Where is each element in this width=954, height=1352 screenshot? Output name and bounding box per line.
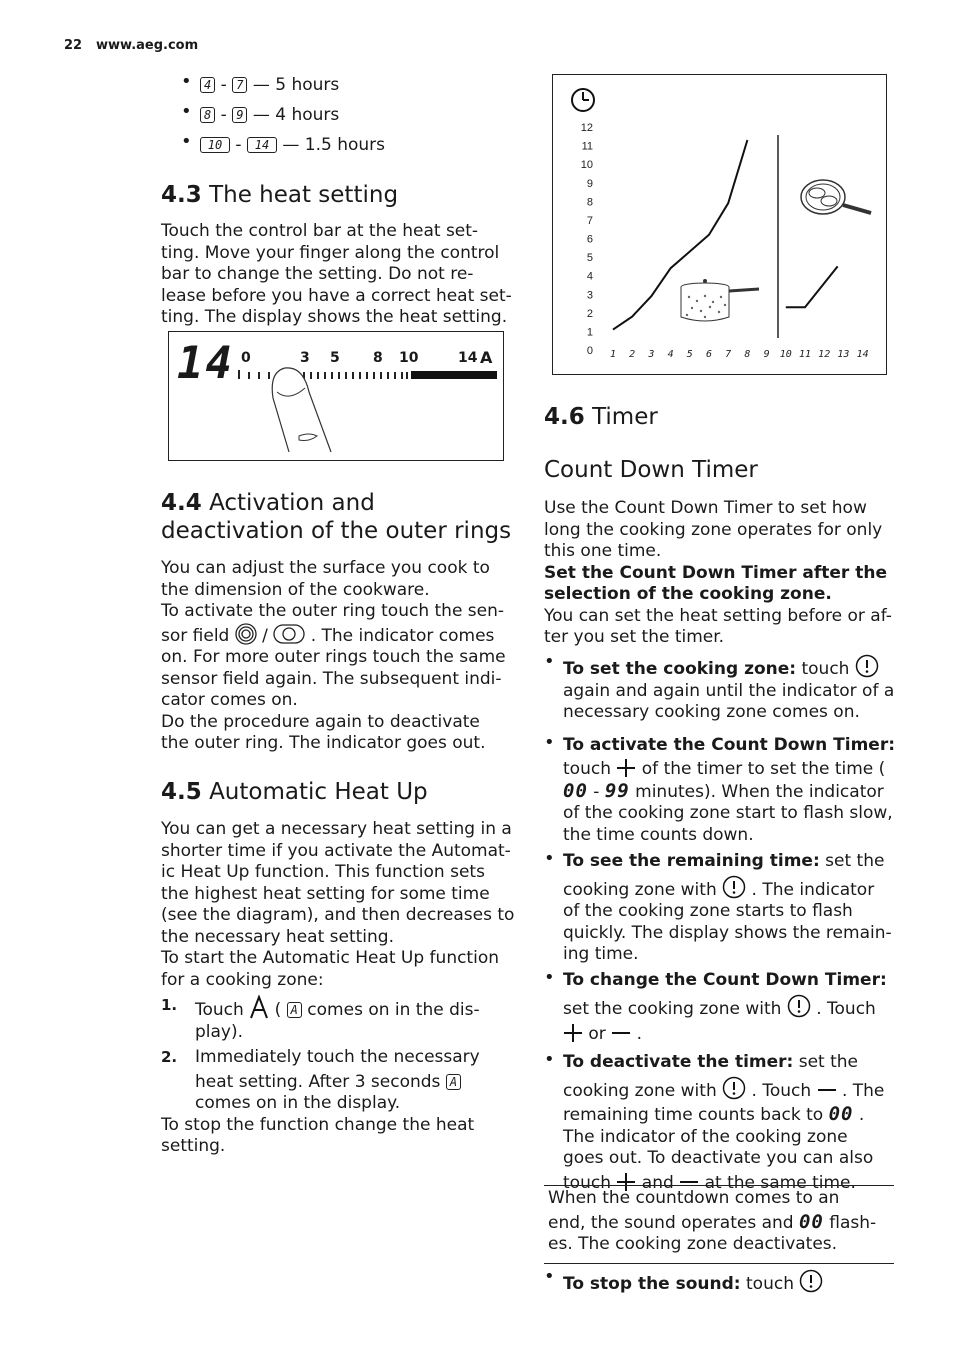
list-item: • To change the Count Down Timer: set the cooking zone with . Touch or . bbox=[544, 966, 887, 1044]
section-heading: 4.4 Activation and deactivation of the outer rings bbox=[161, 490, 512, 544]
paragraph: You can get a necessary heat setting in a shorter time if you activate the Automat- ic Heat Up function. This function sets the highest heat setting for some time (see the diagram), and then decreases to the necessary heat setting. To start the Automatic Heat Up function for a cooking zone: bbox=[161, 819, 515, 990]
timer-icon bbox=[722, 875, 746, 899]
outer-ring-sensor-icon bbox=[235, 623, 257, 645]
timer-icon bbox=[855, 654, 879, 678]
x-tick-label: 2 bbox=[629, 349, 636, 360]
timer-icon bbox=[722, 1076, 746, 1100]
seg-digit: 9 bbox=[232, 107, 247, 123]
list-item: 1. Touch ( A comes on in the dis- play). bbox=[161, 996, 480, 1042]
page-url: www.aeg.com bbox=[96, 38, 199, 53]
timer-icon bbox=[787, 994, 811, 1018]
list-item: • To deactivate the timer: set the cooking zone with . Touch . The remaining time counts back to 00 . The indicator of the cooking zone goes out. To deactivate you can also touch and at the same time. bbox=[544, 1049, 885, 1193]
y-tick-label: 12 bbox=[580, 122, 593, 134]
y-tick-label: 5 bbox=[586, 252, 593, 265]
y-tick-label: 0 bbox=[586, 345, 593, 357]
finger-icon bbox=[272, 368, 331, 452]
seg-digit: 14 bbox=[247, 137, 277, 153]
steps-list: 1. Touch ( A comes on in the dis- play). 2. Immediately touch the necessary heat setting. After 3 seconds A comes on in the display. To stop the function change the heat setting. bbox=[161, 995, 521, 1158]
y-tick-label: 6 bbox=[586, 233, 593, 246]
list-item: • To stop the sound: touch bbox=[544, 1269, 823, 1296]
x-tick-label: 9 bbox=[763, 349, 770, 360]
list-item: 2. Immediately touch the necessary heat setting. After 3 seconds A comes on in the display. bbox=[161, 1047, 480, 1113]
note-box: When the countdown comes to an end, the sound operates and 00 flash- es. The cooking zone deactivates. bbox=[544, 1185, 894, 1264]
display-digits: 00 bbox=[828, 1103, 854, 1125]
list-item: • To see the remaining time: set the cooking zone with . The indicator of the cooking zone starts to flash quickly. The display shows the remain- ing time. bbox=[544, 848, 892, 964]
heat-up-chart bbox=[552, 74, 887, 375]
minus-icon bbox=[611, 1023, 631, 1043]
display-digits: 00 bbox=[563, 779, 588, 802]
seg-digit: A bbox=[446, 1074, 461, 1090]
seg-digit: 7 bbox=[232, 77, 247, 93]
control-bar-ticks bbox=[169, 332, 503, 460]
pot-icon bbox=[681, 279, 759, 321]
auto-heat-a-icon bbox=[249, 995, 269, 1019]
y-tick-label: 10 bbox=[580, 159, 593, 172]
y-tick-label: 9 bbox=[586, 177, 593, 190]
paragraph: Touch the control bar at the heat set- ting. Move your finger along the control bar to change the setting. Do not re- lease before you have a correct heat set- ting. The display shows the heat setting. bbox=[161, 221, 512, 327]
section-heading: 4.6 Timer bbox=[544, 404, 658, 430]
scale-labels: 0 3 5 8 10 14 A bbox=[241, 348, 493, 367]
y-tick-label: 2 bbox=[586, 307, 593, 320]
x-tick-label: 6 bbox=[705, 349, 713, 360]
display-digits: 14 bbox=[177, 338, 234, 389]
y-tick-label: 3 bbox=[586, 289, 593, 302]
section-heading: 4.5 Automatic Heat Up bbox=[161, 779, 428, 805]
y-tick-label: 11 bbox=[581, 140, 593, 153]
seg-digit: A bbox=[287, 1002, 302, 1018]
timer-instructions bbox=[544, 651, 904, 1194]
plus-icon bbox=[563, 1023, 583, 1043]
y-tick-label: 8 bbox=[586, 196, 593, 209]
active-bar bbox=[411, 371, 497, 379]
seg-digit: 8 bbox=[200, 107, 215, 123]
x-tick-label: 4 bbox=[667, 349, 674, 360]
paragraph: Use the Count Down Timer to set how long the cooking zone operates for only this one time. Set the Count Down Timer after the selection of the cooking zone. You can set the heat setting before or af- ter you set the timer. bbox=[544, 498, 892, 647]
series-line-after bbox=[786, 266, 838, 307]
timer-icon bbox=[799, 1269, 823, 1293]
seg-digit: 4 bbox=[200, 77, 215, 93]
x-tick-label: 14 bbox=[856, 349, 869, 360]
section-heading: 4.3 The heat setting bbox=[161, 182, 399, 208]
minus-icon bbox=[817, 1080, 837, 1100]
pan-icon bbox=[801, 180, 871, 214]
paragraph: You can adjust the surface you cook to the dimension of the cookware. To activate the outer ring touch the sen- sor field / . The indicator comes on. For more outer rings touch the same sensor field again. The subsequent indi- cator comes on. Do the procedure again to deactivate the outer ring. The indicator goes out. bbox=[161, 558, 506, 753]
x-tick-label: 5 bbox=[686, 349, 693, 360]
page-number: 22 bbox=[64, 38, 83, 53]
list-item: • To set the cooking zone: touch again and again until the indicator of a necessary cooking zone comes on. bbox=[544, 651, 895, 722]
x-tick-label: 13 bbox=[837, 349, 850, 360]
control-bar-figure bbox=[168, 331, 504, 461]
x-tick-label: 1 bbox=[609, 349, 617, 360]
plus-icon bbox=[616, 758, 636, 778]
x-tick-label: 12 bbox=[818, 349, 831, 360]
clock-icon bbox=[572, 89, 594, 111]
seg-digit: 10 bbox=[200, 137, 230, 153]
x-tick-label: 8 bbox=[744, 349, 751, 360]
display-digits: 99 bbox=[604, 779, 630, 802]
oval-sensor-icon bbox=[273, 623, 305, 645]
chart-svg bbox=[553, 75, 886, 374]
x-tick-label: 11 bbox=[798, 349, 812, 360]
display-digits: 00 bbox=[798, 1210, 824, 1233]
x-tick-label: 3 bbox=[648, 349, 655, 360]
list-item: • To activate the Count Down Timer: touch of the timer to set the time ( 00 - 99 minutes). When the indicator of the cooking zone start to flash slow, the time counts down. bbox=[544, 731, 896, 845]
y-tick-label: 7 bbox=[586, 214, 593, 227]
y-tick-label: 4 bbox=[586, 270, 593, 283]
y-tick-label: 1 bbox=[586, 326, 593, 339]
subsection-heading: Count Down Timer bbox=[544, 457, 758, 483]
x-tick-label: 7 bbox=[725, 349, 732, 360]
x-tick-label: 10 bbox=[779, 349, 792, 360]
